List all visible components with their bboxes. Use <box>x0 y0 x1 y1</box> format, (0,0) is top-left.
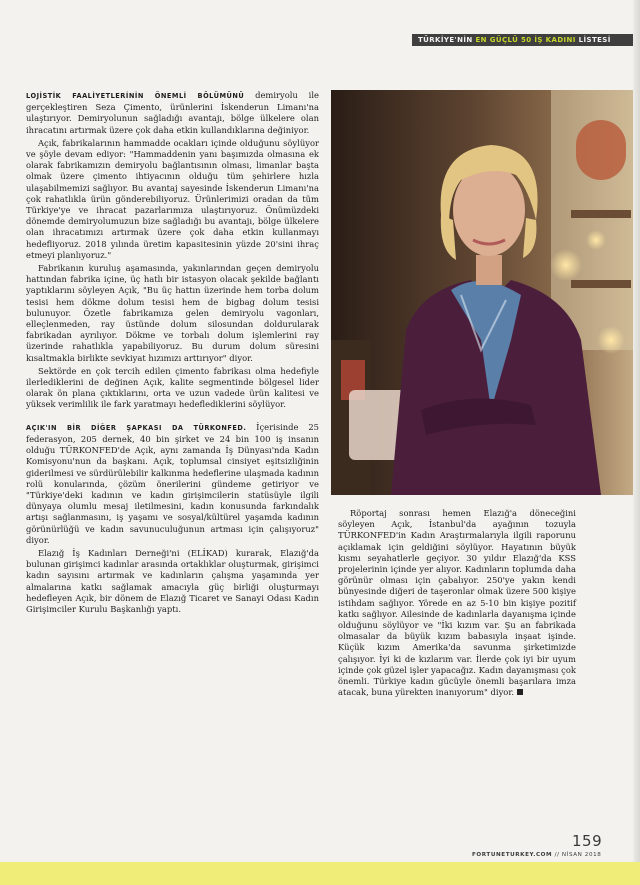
kicker-turkonfed: AÇIK'IN BİR DİĞER ŞAPKASI DA TÜRKONFED. <box>26 423 247 432</box>
footer-issue: // NİSAN 2018 <box>552 852 602 858</box>
paragraph-7 <box>338 508 576 698</box>
end-of-article-mark <box>517 689 523 695</box>
paragraph-7-text: Röportaj sonrası hemen Elazığ'a döneceğini söyleyen Açık, İstanbul'da ayağının tozuyla TÜRKONFED'in Kadın Araştırmalarıyla ilgili raporunu açıklamak için geldiğini söylüyor. Hayatının büyük kısmı seyahatlerle geçiyor. 30 yıldır Elazığ'da KSS projelerinin içinde yer alıyor. Kadınların toplumda daha görünür olması için çabalıyor. 250'ye yakın kendi bünyesinde diğeri de taşeronlar olmak üzere 500 kişiye istihdam sağlıyor. Yörede en az 5-10 bin kişiye pozitif katkı sağlıyor. Ailesinde de kadınlarla dayanışma içinde olduğunu söylüyor ve "İki kızım var. Şu an fabrikada olmasalar da büyük kızım babasıyla inşaat işinde. Küçük kızım Amerika'da savunma şirketimizde çalışıyor. İyi ki de kızlarım var. İlerde çok iyi bir uyum içinde çok güzel işler yapacağız. Kadın dayanışması çok önemli. Türkiye kadın gücüyle önemli başarılara imza atacak, buna yürekten inanıyorum" diyor. <box>338 508 576 698</box>
footer-credit <box>472 852 601 858</box>
footer-color-band <box>0 862 640 885</box>
section-header-part1: TÜRKİYE'NİN <box>418 36 476 44</box>
paragraph-1 <box>26 90 319 136</box>
page-number: 159 <box>572 832 603 850</box>
section-header <box>418 34 611 46</box>
portrait-photo <box>331 90 640 495</box>
article-left-column <box>26 90 319 617</box>
kicker-logistics: LOJİSTİK FAALİYETLERİNİN ÖNEMLİ BÖLÜMÜNÜ <box>26 92 245 100</box>
section-header-part3: LİSTESİ <box>575 36 611 44</box>
article-right-column <box>338 508 576 700</box>
paragraph-5-text: İçerisinde 25 federasyon, 205 dernek, 40 bin şirket ve 24 bin 100 iş insanın olduğu TÜRKONFED'de Açık, aynı zamanda İş Dünyası'nda Kadın Komisyonu'nun da başkanı. Açık, toplumsal cinsiyet eşitsizliğinin giderilmesi ve sürdürülebilir kalkınma hedeflerine ulaşmada kadının rolü konularında, çözüm önerilerini gündeme getiriyor ve "Türkiye'deki kadının ve kadın girişimcilerin statüsüyle ilgili dünyaya olumlu mesaj iletilmesini, kadın konusunda farkındalık artışı sağlanmasını, iş yaşamı ve sosyal/kültürel yaşamda kadının görünürlüğü ve kadın savunuculuğunun artması için çalışıyoruz" diyor. <box>26 421 319 545</box>
paragraph-3: Fabrikanın kuruluş aşamasında, yakınlarından geçen demiryolu hattından fabrika içine, üç hatlı bir istasyon olacak şekilde bağlantı yaptıklarını söyleyen Açık, "Bu üç hattın üzerinde hem torba dolum tesisi hem dökme dolum tesisi hem de bigbag dolum tesisi bulunuyor. Özetle fabrikamıza gelen demiryolu vagonları, elleçlenmeden, ray üstünde dolum silosundan doldurularak fabrikadan ayrılıyor. Dökme ve torbalı dolum işlemlerini ray üzerinde rahatlıkla yapabiliyoruz. Bu durum dolum süresini kısaltmakla birlikte sevkiyat hızımızı arttırıyor" diyor. <box>26 263 319 363</box>
paragraph-4: Sektörde en çok tercih edilen çimento fabrikası olma hedefiyle ilerlediklerini de değinen Açık, kalite segmentinde bölgesel lider olarak ön plana çıktıklarını, orta ve uzun vadede ürün kalitesi ve yüksek verimlilik ile fark yaratmayı hedeflediklerini söylüyor. <box>26 365 319 410</box>
paragraph-5 <box>26 422 319 546</box>
page-spine-shadow <box>633 0 640 862</box>
paragraph-6: Elazığ İş Kadınları Derneği'ni (ELİKAD) kurarak, Elazığ'da bulunan girişimci kadınlar arasında ortaklıklar oluşturmak, girişimci kadın sayısını artırmak ve kadınların çalışma yaşamında yer almalarına katkı sağlamak amacıyla güç birliği oluşturmayı hedefleyen Açık, bir dönem de Elazığ Ticaret ve Sanayi Odası Kadın Girişimciler Kurulu Başkanlığı yaptı. <box>26 547 319 614</box>
footer-brand: FORTUNETURKEY.COM <box>472 852 553 858</box>
paragraph-2: Açık, fabrikalarının hammadde ocakları içinde olduğunu söylüyor ve şöyle devam ediyor: "Hammaddenin yanı başımızda olmasına ek olarak fabrikamızın demiryolu bağlantısının olması, limanlar başta olmak üzere çimento ihtiyacının olduğu tüm şehirlere hızla ulaşabilmemizi sağlıyor. Bu avantaj sayesinde İskenderun Limanı'na çok rahatlıkla ürün gönderebiliyoruz. Ürünlerimizi oradan da tüm Türkiye'ye ve ihracat pazarlarımıza ulaştırıyoruz. Önümüzdeki dönemde demiryolumuzun bize sağladığı bu avantajı, bölge ülkelere olan ihracatımızı artırmak üzere çok daha etkin kullanmayı hedefliyoruz. 2018 yılında üretim kapasitesinin yüzde 20'sini ihraç etmeyi planlıyoruz." <box>26 137 319 260</box>
section-header-part2: EN GÜÇLÜ 50 İŞ KADINI <box>475 36 576 44</box>
portrait-illustration <box>331 90 640 495</box>
paragraph-1-text: demiryolu ile gerçekleştiren Seza Çimento, ürünlerini İskenderun Limanı'na ulaştırıyor. Demiryolunun sağladığı avantajı, bölge ülkelere olan ihracatını artırmak üzere çok daha etkin kullandıklarına değiniyor. <box>26 90 319 135</box>
